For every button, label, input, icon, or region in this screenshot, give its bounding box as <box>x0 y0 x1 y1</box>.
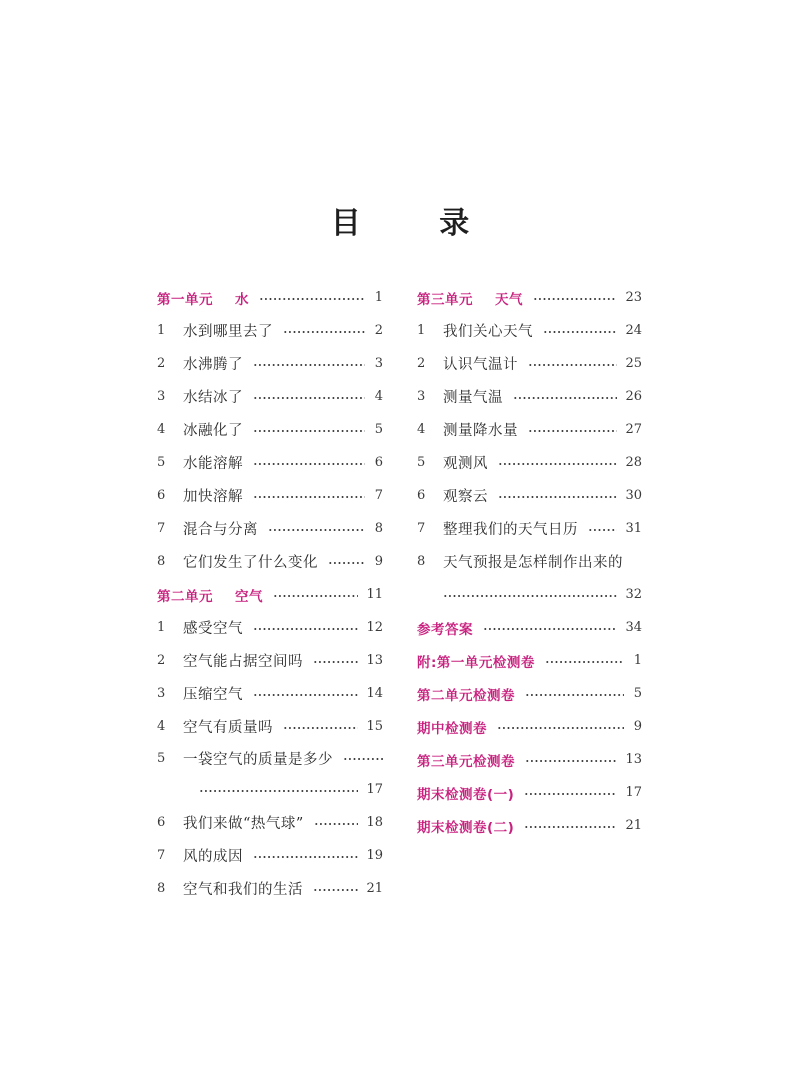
unit-heading: 第二单元 空气 <box>157 588 263 605</box>
entry-title: 第二单元检测卷 <box>417 687 515 704</box>
page-number: 31 <box>625 521 642 536</box>
entry-title: 期末检测卷(二) <box>417 819 515 836</box>
entry-title: 我们来做“热气球” <box>183 816 304 832</box>
page-number: 28 <box>625 455 642 470</box>
dot-leader <box>533 298 617 300</box>
entry-title: 它们发生了什么变化 <box>183 555 318 571</box>
toc-entry[interactable] <box>157 347 383 380</box>
dot-leader <box>525 760 617 762</box>
toc-unit-2[interactable] <box>157 578 383 611</box>
dot-leader <box>253 628 358 630</box>
unit-heading: 第三单元 天气 <box>417 291 523 308</box>
toc-entry[interactable] <box>157 872 383 905</box>
page-number: 1 <box>633 653 642 668</box>
dot-leader <box>498 496 617 498</box>
dot-leader <box>259 298 365 300</box>
page-number: 27 <box>625 422 642 437</box>
page-number: 11 <box>366 587 383 602</box>
page-number: 17 <box>366 782 383 797</box>
toc-entry[interactable] <box>157 545 383 578</box>
entry-number: 7 <box>157 848 166 863</box>
dot-leader <box>283 331 365 333</box>
entry-number: 5 <box>157 750 166 766</box>
entry-title: 水沸腾了 <box>183 357 243 373</box>
entry-title: 水结冰了 <box>183 390 243 406</box>
entry-number: 5 <box>417 455 426 470</box>
page-number: 13 <box>625 752 642 767</box>
dot-leader <box>273 595 358 597</box>
entry-number: 7 <box>417 521 426 536</box>
entry-title: 水能溶解 <box>183 456 243 472</box>
entry-number: 3 <box>417 389 426 404</box>
page-number: 25 <box>625 356 642 371</box>
toc-entry[interactable] <box>157 677 383 710</box>
dot-leader <box>328 562 365 564</box>
page-number: 4 <box>374 389 383 404</box>
toc-entry-continuation[interactable] <box>417 578 642 611</box>
toc-entry[interactable] <box>417 380 642 413</box>
dot-leader <box>314 823 359 825</box>
dot-leader <box>588 529 617 531</box>
dot-leader <box>524 793 617 795</box>
dot-leader <box>199 790 358 792</box>
dot-leader <box>497 727 624 729</box>
entry-number: 4 <box>157 719 166 734</box>
toc-entry[interactable] <box>157 446 383 479</box>
page-number: 24 <box>625 323 642 338</box>
page-number: 14 <box>366 686 383 701</box>
entry-number: 3 <box>157 686 166 701</box>
entry-title: 期中检测卷 <box>417 720 487 737</box>
entry-title: 天气预报是怎样制作出来的 <box>443 555 623 571</box>
toc-entry[interactable] <box>157 413 383 446</box>
toc-unit-3[interactable] <box>417 281 642 314</box>
toc-entry[interactable] <box>157 314 383 347</box>
page-number: 2 <box>374 323 383 338</box>
page-number: 19 <box>366 848 383 863</box>
page-number: 5 <box>374 422 383 437</box>
entry-number: 3 <box>157 389 166 404</box>
entry-title: 参考答案 <box>417 621 473 638</box>
page-number: 6 <box>374 455 383 470</box>
page-number: 5 <box>633 686 642 701</box>
entry-number: 8 <box>157 554 166 569</box>
dot-leader <box>313 661 358 663</box>
entry-number: 5 <box>157 455 166 470</box>
page-number: 26 <box>625 389 642 404</box>
entry-number: 6 <box>157 815 166 830</box>
toc-entry[interactable] <box>157 479 383 512</box>
entry-number: 1 <box>157 620 166 635</box>
toc-entry[interactable] <box>417 545 642 578</box>
entry-number: 8 <box>157 881 166 896</box>
entry-title: 空气有质量吗 <box>183 720 273 736</box>
toc-appendix-test[interactable] <box>417 644 642 677</box>
toc-entry[interactable] <box>157 611 383 644</box>
dot-leader <box>543 331 617 333</box>
dot-leader <box>253 694 358 696</box>
dot-leader <box>528 364 617 366</box>
dot-leader <box>313 889 358 891</box>
entry-number: 6 <box>157 488 166 503</box>
toc-appendix-test[interactable] <box>417 743 642 776</box>
page-number: 1 <box>374 290 383 305</box>
toc-left-column <box>157 281 383 905</box>
page-number: 18 <box>366 815 383 830</box>
dot-leader <box>268 529 365 531</box>
dot-leader <box>343 758 383 760</box>
entry-number: 1 <box>157 323 166 338</box>
page-number: 21 <box>366 881 383 896</box>
page-number: 23 <box>625 290 642 305</box>
dot-leader <box>253 430 365 432</box>
entry-title: 空气和我们的生活 <box>183 882 303 898</box>
page-number: 7 <box>374 488 383 503</box>
toc-appendix-test[interactable] <box>417 776 642 809</box>
entry-number: 7 <box>157 521 166 536</box>
page-number: 30 <box>625 488 642 503</box>
entry-number: 1 <box>417 323 426 338</box>
entry-title: 感受空气 <box>183 621 243 637</box>
entry-title: 水到哪里去了 <box>183 324 273 340</box>
entry-title: 观测风 <box>443 456 488 472</box>
toc-entry[interactable] <box>417 446 642 479</box>
entry-title: 压缩空气 <box>183 687 243 703</box>
entry-title: 我们关心天气 <box>443 324 533 340</box>
dot-leader <box>528 430 617 432</box>
page-number: 34 <box>625 620 642 635</box>
dot-leader <box>253 496 365 498</box>
entry-title: 附:第一单元检测卷 <box>417 654 535 671</box>
toc-entry[interactable] <box>157 806 383 839</box>
toc-appendix-answers[interactable] <box>417 611 642 644</box>
entry-title: 冰融化了 <box>183 423 243 439</box>
toc-entry[interactable] <box>157 743 383 773</box>
page-number: 12 <box>366 620 383 635</box>
toc-entry[interactable] <box>157 644 383 677</box>
toc-entry[interactable] <box>157 512 383 545</box>
entry-number: 2 <box>417 356 426 371</box>
page-title: 目 录 <box>330 206 504 241</box>
entry-number: 4 <box>417 422 426 437</box>
entry-title: 混合与分离 <box>183 522 258 538</box>
dot-leader <box>525 694 624 696</box>
toc-entry[interactable] <box>417 512 642 545</box>
entry-number: 8 <box>417 554 426 569</box>
entry-title: 认识气温计 <box>443 357 518 373</box>
dot-leader <box>524 826 617 828</box>
entry-number: 2 <box>157 356 166 371</box>
dot-leader <box>253 364 365 366</box>
dot-leader <box>483 628 617 630</box>
page-number: 17 <box>625 785 642 800</box>
toc-right-column <box>417 281 642 842</box>
toc-entry[interactable] <box>417 413 642 446</box>
entry-title: 测量降水量 <box>443 423 518 439</box>
toc-appendix-test[interactable] <box>417 809 642 842</box>
toc-entry[interactable] <box>157 380 383 413</box>
entry-title: 测量气温 <box>443 390 503 406</box>
entry-number: 6 <box>417 488 426 503</box>
dot-leader <box>253 856 358 858</box>
dot-leader <box>443 595 617 597</box>
toc-appendix-test[interactable] <box>417 710 642 743</box>
dot-leader <box>253 397 365 399</box>
unit-heading: 第一单元 水 <box>157 291 249 308</box>
toc-entry[interactable] <box>417 314 642 347</box>
toc-entry[interactable] <box>157 710 383 743</box>
entry-number: 2 <box>157 653 166 668</box>
dot-leader <box>498 463 617 465</box>
page-number: 32 <box>625 587 642 602</box>
page-number: 9 <box>374 554 383 569</box>
entry-title: 期末检测卷(一) <box>417 786 515 803</box>
entry-title: 观察云 <box>443 489 488 505</box>
entry-title: 整理我们的天气日历 <box>443 522 578 538</box>
toc-entry-continuation[interactable] <box>157 773 383 806</box>
toc-appendix-test[interactable] <box>417 677 642 710</box>
toc-entry[interactable] <box>417 479 642 512</box>
entry-number: 4 <box>157 422 166 437</box>
entry-title: 风的成因 <box>183 849 243 865</box>
entry-title: 空气能占据空间吗 <box>183 654 303 670</box>
page-number: 15 <box>366 719 383 734</box>
toc-entry[interactable] <box>417 347 642 380</box>
toc-unit-1[interactable] <box>157 281 383 314</box>
dot-leader <box>253 463 365 465</box>
entry-title: 一袋空气的质量是多少 <box>183 751 333 768</box>
page-number: 3 <box>374 356 383 371</box>
page-number: 13 <box>366 653 383 668</box>
dot-leader <box>283 727 358 729</box>
dot-leader <box>545 661 624 663</box>
page-number: 8 <box>374 521 383 536</box>
dot-leader <box>513 397 617 399</box>
entry-title: 加快溶解 <box>183 489 243 505</box>
entry-title: 第三单元检测卷 <box>417 753 515 770</box>
toc-entry[interactable] <box>157 839 383 872</box>
page-number: 21 <box>625 818 642 833</box>
page-number: 9 <box>633 719 642 734</box>
